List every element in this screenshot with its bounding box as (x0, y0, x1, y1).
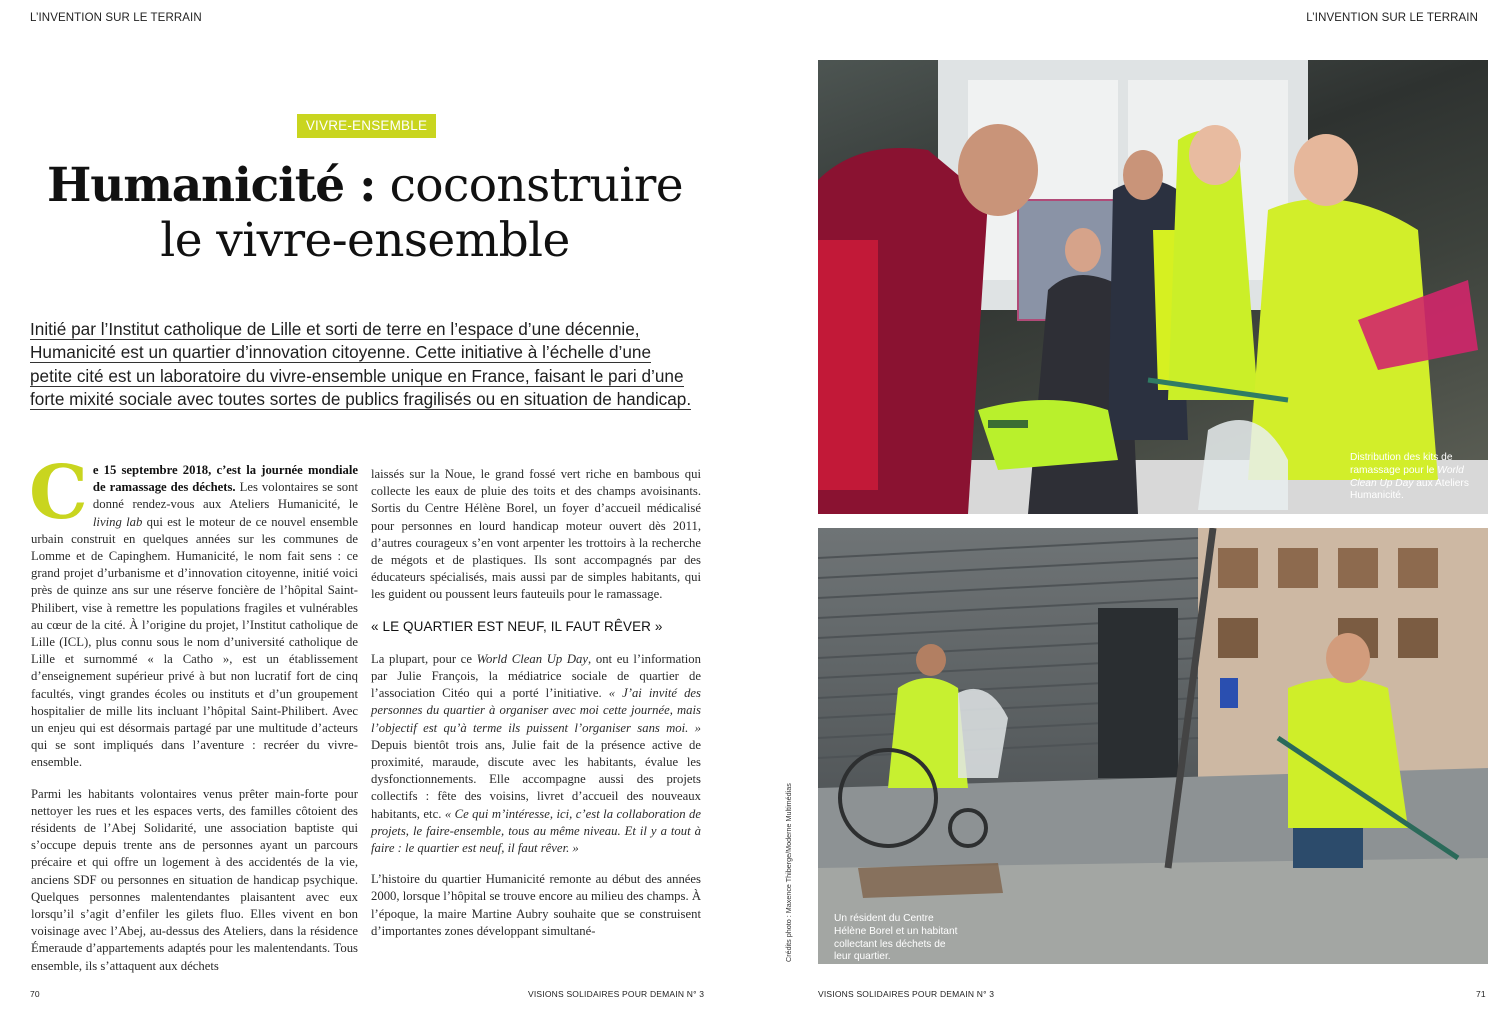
section-kicker: VIVRE-ENSEMBLE (297, 114, 436, 138)
title-line-1 (20, 158, 710, 213)
title-bold-part: Humanicité : (47, 158, 376, 213)
article-title (20, 158, 710, 268)
photo-credit: Crédits photo : Maxence Thiberge/Moderne Multimédias (784, 783, 793, 962)
subheading: « LE QUARTIER EST NEUF, IL FAUT RÊVER » (371, 618, 663, 634)
photo2-illustration (818, 528, 1488, 964)
body-column-2 (371, 466, 701, 954)
paragraph-5: L’histoire du quartier Humanicité remonte au début des années 2000, lorsque l’hôpital se trouve encore au milieu des champs. À l’époque, la maire Martine Aubry souhaite que se construisent d’importantes zones développant simultané- (371, 872, 701, 938)
paragraph-4: La plupart, pour ce World Clean Up Day, ont eu l’information par Julie François, la médiatrice sociale de quartier de l’association Citéo qui a porté l’initiative. « J’ai invité des personnes du quartier à organiser avec moi cette journée, mais l’objectif est qu’à terme ils puissent l’organiser sans moi. » Depuis bientôt trois ans, Julie fait de la présence active de proximité, maraude, discute avec les habitants, évalue les dysfonctionnements. Elle accompagne aussi des projets collectifs : fête des voisins, livret d’accueil des nouveaux habitants, etc. « Ce qui m’intéresse, ici, c’est la collaboration de projets, le faire-ensemble, tous au même niveau. Et il y a tout à faire : le quartier est neuf, il faut rêver. » (371, 651, 701, 856)
right-page-number: 71 (1476, 989, 1486, 999)
lead-bold: e 15 septembre 2018, c’est la journée mondiale de ramassage des déchets. (92, 463, 358, 495)
quote-julie-2: « Ce qui m’intéresse, ici, c’est la collaboration de projets, le faire-ensemble, tous au même niveau. Et il y a tout à faire : le quartier est neuf, il faut rêver. » (371, 806, 701, 856)
living-lab-italic: living lab (92, 514, 143, 529)
left-publication-name: VISIONS SOLIDAIRES POUR DEMAIN N° 3 (528, 989, 705, 999)
photo1-caption: Distribution des kits de ramassage pour le World Clean Up Day aux Ateliers Humanicité. (1350, 452, 1469, 502)
photo1-illustration (818, 60, 1488, 514)
drop-cap: C (29, 450, 88, 536)
left-page-number: 70 (30, 989, 40, 999)
intro-line-2: Humanicité est un quartier d’innovation citoyenne. Cette initiative à l’échelle d’une (30, 342, 652, 363)
paragraph-2: Parmi les habitants volontaires venus prêter main-forte pour nettoyer les rues et les espaces verts, des familles côtoient des résidents de l’Abej Solidarité, une association baptiste qui s’occupe depuis trente ans de personnes ayant un parcours précaire et qui offre un logement à des accidentés de la vie, anciens SDF ou personnes en situation de handicap psychique. Quelques personnes malentendantes plaisantent avec eux lorsqu’il s’agit d’enfiler les gilets fluo. Elles vivent en bon voisinage avec l’Abej, au-dessus des Ateliers, dans la résidence Émeraude d’appartements adaptés pour les malentendants. Tous ensemble, ils s’attaquent aux déchets (31, 786, 358, 973)
photo2-caption: Un résident du Centre Hélène Borel et un habitant collectant les déchets de leur quartier. (834, 913, 958, 963)
photo-credit-wrapper (784, 783, 796, 1014)
paragraph-3: laissés sur la Noue, le grand fossé vert riche en bambous qui collecte les eaux de pluie des toits et des champs avoisinants. Sortis du Centre Hélène Borel, un foyer d’accueil médicalisé pour personnes en lourd handicap moteur ouvert dès 2011, d’autres courageux s’en vont arpenter les trottoirs à la recherche de mégots et de plastiques. Ils sont accompagnés par des éducateurs spécialisés, mais aussi par de simples habitants, qui les guident ou poussent leurs fauteuils pour le ramassage. (371, 467, 701, 602)
right-running-head: L’INVENTION SUR LE TERRAIN (1306, 12, 1478, 24)
intro-line-4: forte mixité sociale avec toutes sortes de publics fragilisés ou en situation de handicap. (30, 388, 692, 409)
intro-line-1: Initié par l’Institut catholique de Lille et sorti de terre en l’espace d’une décennie, (30, 319, 640, 339)
left-running-head: L’INVENTION SUR LE TERRAIN (30, 12, 202, 24)
photo-street-cleanup (818, 528, 1488, 964)
photo-volunteers-distribution (818, 60, 1488, 514)
paragraph-1: Ce 15 septembre 2018, c’est la journée mondiale de ramassage des déchets. Les volontaires se sont donné rendez-vous aux Ateliers Humanicité, le living lab qui est le moteur de ce nouvel ensemble urbain construit en quelques années sur les communes de Lomme et de Capinghem. Humanicité, le nom fait sens : ce grand projet d’urbanisme et d’innovation citoyenne, initié voici près de quinze ans sur une réserve foncière de l’hôpital Saint-Philibert, vise à remettre les populations fragiles et vulnérables au cœur de la cité. À l’origine du projet, l’Institut catholique de Lille (ICL), plus connu sous le nom d’université catholique de Lille et surnommé « la Catho », est un établissement d’enseignement supérieur privé à but non lucratif fort de cinq facultés, vingt grandes écoles ou instituts et d’un groupement hospitalier de mille lits incluant l’hôpital Saint-Philibert. Avec un enjeu qui est désormais partagé par une multitude d’acteurs qui se sont impliqués dans l’aventure : recréer du vivre-ensemble. (29, 450, 358, 770)
body-column-1 (29, 450, 358, 989)
right-publication-name: VISIONS SOLIDAIRES POUR DEMAIN N° 3 (818, 989, 995, 999)
article-intro (30, 318, 700, 411)
intro-line-3: petite cité est un laboratoire du vivre-ensemble unique en France, faisant le pari d’une (30, 365, 684, 386)
title-thin-part: coconstruire (375, 158, 683, 213)
quote-julie-1: « J’ai invité des personnes du quartier à organiser avec moi cette journée, mais l’objectif est qu’à terme ils puissent l’organiser sans moi. » (371, 686, 701, 735)
title-line-2: le vivre-ensemble (160, 213, 570, 268)
